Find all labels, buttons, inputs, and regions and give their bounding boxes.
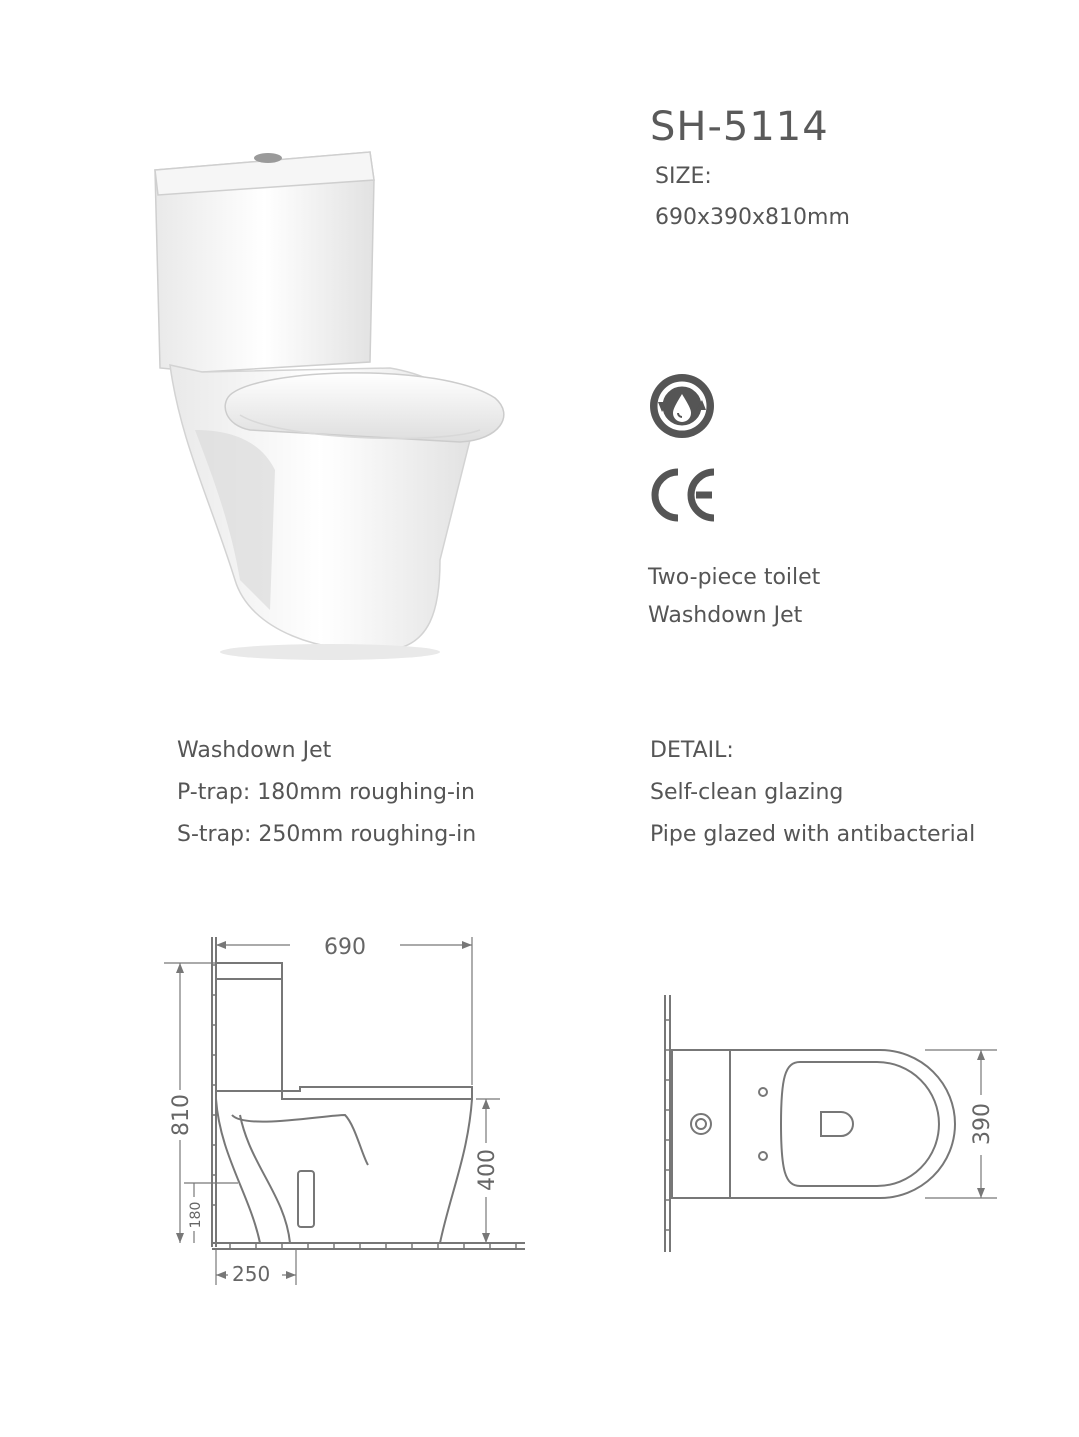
- detail-title: DETAIL:: [650, 738, 734, 763]
- spec-item: S-trap: 250mm roughing-in: [177, 822, 477, 847]
- dim-height-label: 810: [169, 1094, 194, 1136]
- detail-item: Pipe glazed with antibacterial: [650, 822, 976, 847]
- dim-s-trap-label: 250: [232, 1262, 271, 1286]
- water-saving-icon: [648, 372, 716, 440]
- spec-list: [177, 730, 476, 856]
- detail-item: Self-clean glazing: [650, 780, 844, 805]
- dim-width-label: 390: [970, 1103, 995, 1145]
- detail-list: [650, 730, 975, 856]
- model-number: SH-5114: [650, 104, 829, 150]
- top-view-drawing: [655, 990, 1015, 1260]
- feature-washdown: Washdown Jet: [648, 603, 803, 628]
- size-value: 690x390x810mm: [655, 205, 850, 230]
- dim-p-trap-label: 180: [188, 1201, 204, 1229]
- spec-item: Washdown Jet: [177, 738, 332, 763]
- dim-seat-height-label: 400: [475, 1149, 500, 1191]
- spec-item: P-trap: 180mm roughing-in: [177, 780, 475, 805]
- size-label: SIZE:: [655, 164, 712, 189]
- ce-mark-icon: [648, 466, 718, 524]
- side-view-drawing: [150, 925, 540, 1295]
- feature-two-piece: Two-piece toilet: [648, 565, 821, 590]
- dim-length-label: 690: [324, 935, 366, 960]
- toilet-product-image: [140, 140, 520, 670]
